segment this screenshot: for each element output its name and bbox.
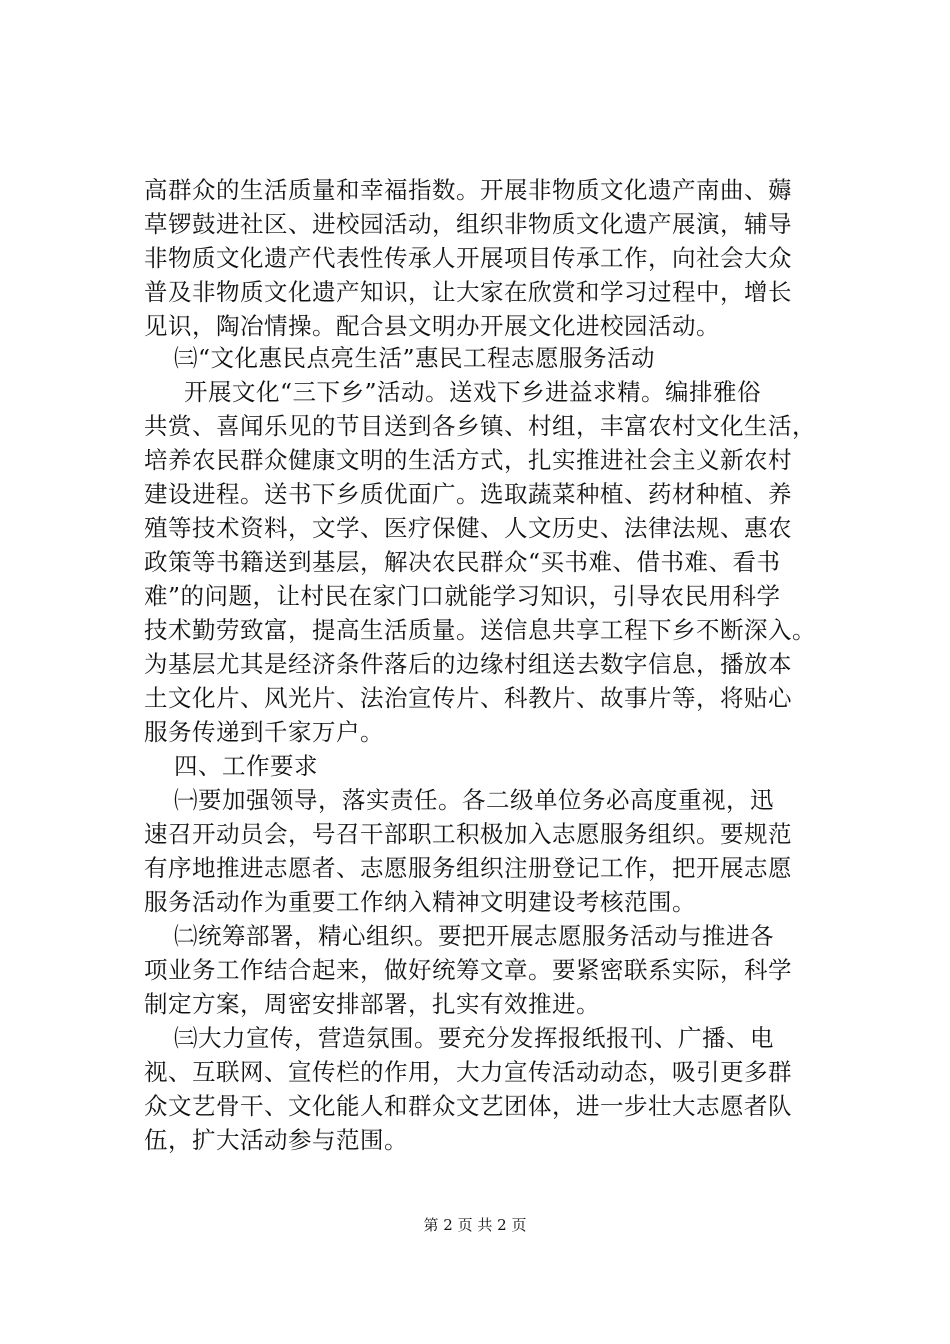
text-line: 难”的问题，让村民在家门口就能学习知识，引导农民用科学 bbox=[144, 582, 781, 610]
text-line: 技术勤劳致富，提高生活质量。送信息共享工程下乡不断深入。 bbox=[144, 616, 816, 644]
text-line: 项业务工作结合起来，做好统筹文章。要紧密联系实际，科学 bbox=[144, 956, 792, 984]
text-line: 政策等书籍送到基层，解决农民群众“买书难、借书难、看书 bbox=[144, 548, 781, 576]
text-line: 见识，陶冶情操。配合县文明办开展文化进校园活动。 bbox=[144, 312, 720, 340]
text-line: 建设进程。送书下乡质优面广。选取蔬菜种植、药材种植、养 bbox=[144, 480, 792, 508]
text-line: 共赏、喜闻乐见的节目送到各乡镇、村组，丰富农村文化生活， bbox=[144, 412, 816, 440]
page-footer: 第 2 页 共 2 页 bbox=[423, 1216, 527, 1234]
text-line: ㈢大力宣传，营造氛围。要充分发挥报纸报刊、广播、电 bbox=[174, 1024, 774, 1052]
text-line: 制定方案，周密安排部署，扎实有效推进。 bbox=[144, 990, 600, 1018]
section-heading: 四、工作要求 bbox=[174, 752, 318, 780]
text-line: 速召开动员会，号召干部职工积极加入志愿服务组织。要规范 bbox=[144, 820, 792, 848]
text-line: 开展文化“三下乡”活动。送戏下乡进益求精。编排雅俗 bbox=[184, 378, 762, 406]
text-line: 非物质文化遗产代表性传承人开展项目传承工作，向社会大众 bbox=[144, 244, 792, 272]
text-line: 伍，扩大活动参与范围。 bbox=[144, 1126, 408, 1154]
text-line: 殖等技术资料，文学、医疗保健、人文历史、法律法规、惠农 bbox=[144, 514, 792, 542]
text-line: 服务活动作为重要工作纳入精神文明建设考核范围。 bbox=[144, 888, 696, 916]
text-line: 普及非物质文化遗产知识，让大家在欣赏和学习过程中，增长 bbox=[144, 278, 792, 306]
text-line: ㈡统筹部署，精心组织。要把开展志愿服务活动与推进各 bbox=[174, 922, 774, 950]
text-line: 众文艺骨干、文化能人和群众文艺团体，进一步壮大志愿者队 bbox=[144, 1092, 792, 1120]
text-line: 有序地推进志愿者、志愿服务组织注册登记工作，把开展志愿 bbox=[144, 854, 792, 882]
text-line: 土文化片、风光片、法治宣传片、科教片、故事片等，将贴心 bbox=[144, 684, 792, 712]
text-line: 视、互联网、宣传栏的作用，大力宣传活动动态，吸引更多群 bbox=[144, 1058, 792, 1086]
text-line: 服务传递到千家万户。 bbox=[144, 718, 384, 746]
text-line: ㈠要加强领导，落实责任。各二级单位务必高度重视，迅 bbox=[174, 786, 774, 814]
text-line: 高群众的生活质量和幸福指数。开展非物质文化遗产南曲、薅 bbox=[144, 176, 792, 204]
text-line: 草锣鼓进社区、进校园活动，组织非物质文化遗产展演，辅导 bbox=[144, 210, 792, 238]
text-line: 培养农民群众健康文明的生活方式，扎实推进社会主义新农村 bbox=[144, 446, 792, 474]
section-heading: ㈢“文化惠民点亮生活”惠民工程志愿服务活动 bbox=[174, 344, 656, 372]
text-line: 为基层尤其是经济条件落后的边缘村组送去数字信息，播放本 bbox=[144, 650, 792, 678]
